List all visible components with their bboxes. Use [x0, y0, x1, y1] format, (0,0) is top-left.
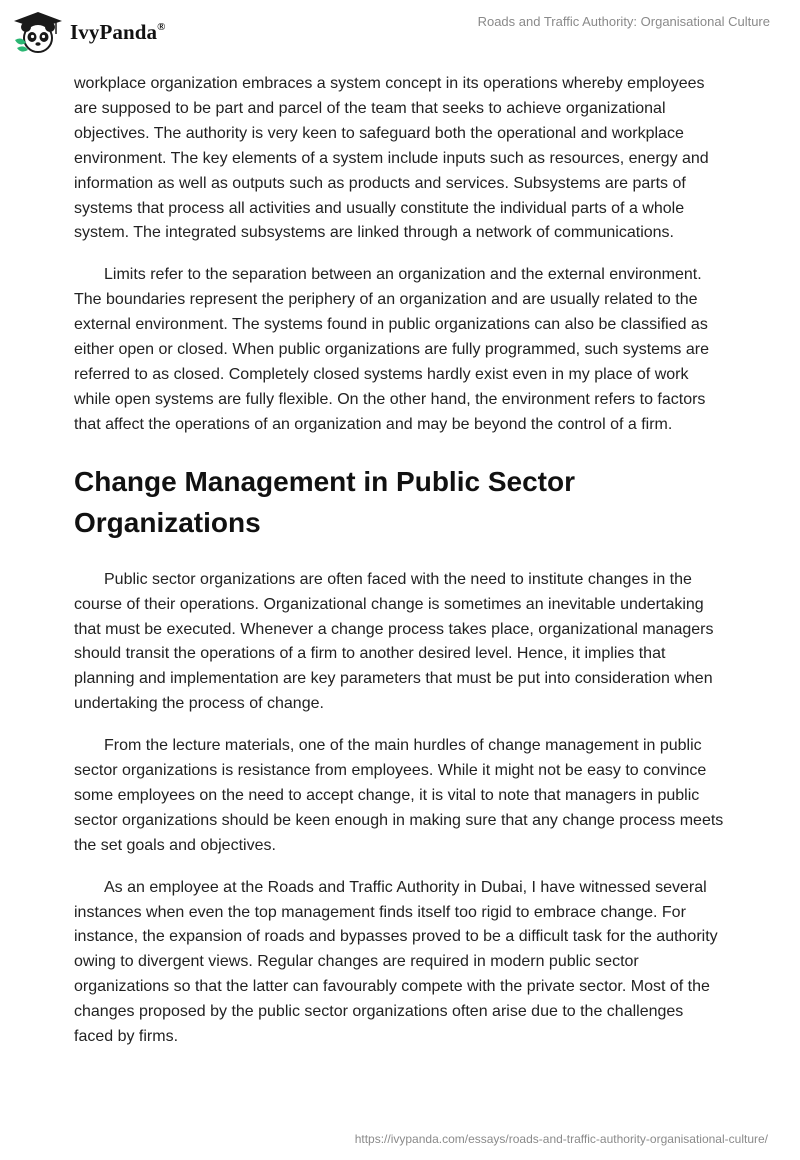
brand-name: IvyPanda® — [70, 19, 166, 44]
source-url[interactable]: https://ivypanda.com/essays/roads-and-traffic-authority-organisational-culture/ — [354, 1132, 768, 1146]
paragraph: workplace organization embraces a system concept in its operations whereby employees are supposed to be part and parcel of the team that seeks to achieve organizational objectives. The authority is very keen to safeguard both the operational and workplace environment. The key elements of a system include inputs such as resources, energy and information as well as outputs such as products and services. Subsystems are parts of systems that process all activities and usually constitute the individual parts of a whole system. The integrated subsystems are linked through a network of communications. — [74, 75, 709, 242]
essay-content — [74, 72, 726, 1067]
paragraph: As an employee at the Roads and Traffic Authority in Dubai, I have witnessed several instances when even the top management finds itself too rigid to embrace change. For instance, the expansion of roads and bypasses proved to be a difficult task for the authority owing to divergent views. Regular changes are required in modern public sector organizations so that the latter can favourably compete with the private sector. Most of the changes proposed by the public sector organizations often arise due to the challenges faced by firms. — [74, 878, 718, 1046]
paragraph: Limits refer to the separation between an organization and the external environment. The boundaries represent the periphery of an organization and are usually related to the external environment. The systems found in public organizations can also be classified as either open or closed. When public organizations are fully programmed, such systems are referred to as closed. Completely closed systems hardly exist even in my place of work while open systems are fully flexible. On the other hand, the environment refers to factors that affect the operations of an organization and may be beyond the control of a firm. — [74, 266, 709, 433]
section-heading: Change Management in Public Sector Organizations — [74, 465, 575, 538]
document-title: Roads and Traffic Authority: Organisational Culture — [477, 14, 770, 29]
panda-graduate-icon — [12, 10, 64, 54]
paragraph: From the lecture materials, one of the main hurdles of change management in public sector organizations is resistance from employees. While it might not be easy to convince some employees on the need to accept change, it is vital to note that managers in public sector organizations should be keen enough in making sure that any change process meets the set goals and objectives. — [74, 737, 724, 854]
site-logo[interactable] — [12, 10, 166, 54]
paragraph: Public sector organizations are often faced with the need to institute changes in the course of their operations. Organizational change is sometimes an inevitable undertaking that must be executed. Whenever a change process takes place, organizational managers should transit the operations of a firm to another desired level. Hence, it implies that planning and implementation are key parameters that must be put into consideration when undertaking the process of change. — [74, 570, 714, 713]
